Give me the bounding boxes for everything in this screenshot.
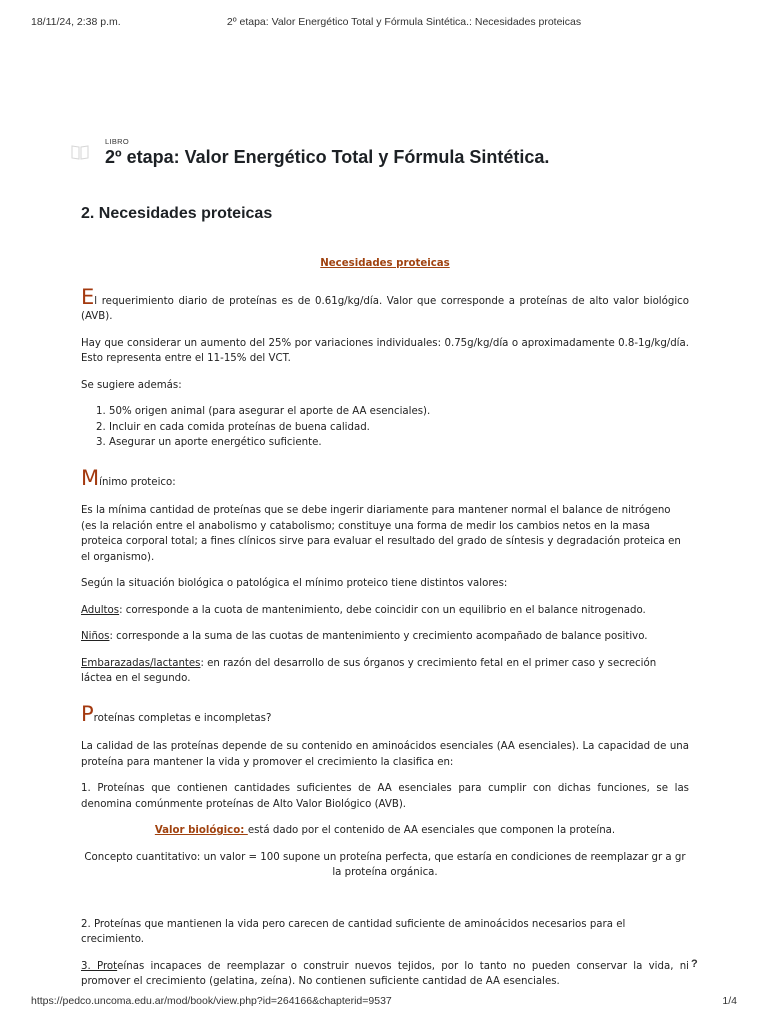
- list-item: 3. Asegurar un aporte energético suficiente.: [109, 435, 689, 451]
- print-datetime: 18/11/24, 2:38 p.m.: [31, 16, 121, 28]
- paragraph-aumento: Hay que considerar un aumento del 25% por variaciones individuales: 0.75g/kg/día o aproximadamente 0.8-1g/kg/día. Esto representa entre el 11-15% del VCT.: [81, 337, 689, 364]
- item-3-text: eínas incapaces de reemplazar o construir nuevos tejidos, por lo tanto no pueden conservar la vida, ni promover el crecimiento (gelatina, zeína). No contienen suficiente cantidad de AA esenciales.: [81, 960, 689, 987]
- embarazadas-label: Embarazadas/lactantes: [81, 657, 201, 669]
- paragraph-item-1: 1. Proteínas que contienen cantidades suficientes de AA esenciales para cumplir con dichas funciones, se las denomina comúnmente proteínas de Alto Valor Biológico (AVB).: [81, 783, 689, 810]
- embarazadas-text: : en razón del desarrollo de sus órganos y crecimiento fetal en el primer caso y secreción láctea en el segundo.: [81, 657, 657, 684]
- dropcap: P: [81, 701, 94, 726]
- adultos-label: Adultos: [81, 604, 120, 616]
- chapter-title: 2. Necesidades proteicas: [81, 205, 273, 222]
- print-page-number: 1/4: [722, 995, 737, 1007]
- paragraph-item-2: 2. Proteínas que mantienen la vida pero carecen de cantidad suficiente de aminoácidos necesarios para el crecimiento.: [81, 918, 626, 945]
- paragraph-item-3: [81, 959, 689, 990]
- paragraph-embarazadas: [81, 656, 689, 687]
- heading-text: roteínas completas e incompletas?: [93, 712, 272, 724]
- paragraph-calidad: La calidad de las proteínas depende de su contenido en aminoácidos esenciales (AA esenciales). La capacidad de una proteína para mantener la vida y promover el crecimiento la clasifica en:: [81, 741, 689, 768]
- paragraph-adultos: [81, 603, 689, 619]
- book-title: 2º etapa: Valor Energético Total y Fórmula Sintética.: [105, 147, 550, 167]
- paragraph-text: l requerimiento diario de proteínas es de 0.61g/kg/día. Valor que corresponde a proteínas de alto valor biológico (AVB).: [81, 295, 689, 322]
- heading-proteinas-completas: [81, 701, 689, 727]
- print-page-title: 2º etapa: Valor Energético Total y Fórmula Sintética.: Necesidades proteicas: [226, 16, 582, 28]
- paragraph-valor-biologico: [81, 823, 689, 839]
- book-icon: [71, 144, 89, 160]
- heading-text: ínimo proteico:: [99, 476, 176, 488]
- ninos-text: : corresponde a la suma de las cuotas de mantenimiento y crecimiento acompañado de balance positivo.: [109, 631, 648, 642]
- valor-biologico-link[interactable]: Valor biológico:: [154, 825, 248, 836]
- heading-minimo-proteico: [81, 465, 689, 491]
- paragraph-ninos: [81, 629, 689, 645]
- paragraph-sugiere: Se sugiere además:: [81, 379, 182, 391]
- print-footer: [31, 995, 737, 1011]
- dropcap: E: [81, 284, 95, 309]
- print-header: [31, 16, 737, 32]
- print-url: https://pedco.uncoma.edu.ar/mod/book/view.php?id=264166&chapterid=9537: [31, 995, 392, 1007]
- list-item: 1. 50% origen animal (para asegurar el aporte de AA esenciales).: [109, 404, 689, 420]
- paragraph-minimo: Es la mínima cantidad de proteínas que se debe ingerir diariamente para mantener normal el balance de nitrógeno (es la relación entre el anabolismo y catabolismo; constituye una forma de medir los cambios netos en la masa proteica corporal total; a fines clínicos sirve para evaluar el resultado del grado de síntesis y degradación proteica en el organismo).: [81, 505, 681, 563]
- book-label: LIBRO: [105, 137, 130, 146]
- dropcap: M: [81, 465, 100, 490]
- item-3-label: 3. Prot: [81, 960, 118, 972]
- ninos-label: Niños: [81, 631, 110, 642]
- section-subtitle-link[interactable]: Necesidades proteicas: [320, 258, 450, 269]
- paragraph-situacion: Según la situación biológica o patológica el mínimo proteico tiene distintos valores:: [81, 578, 508, 589]
- chapter-content: [81, 256, 689, 1001]
- section-subtitle-wrap: [81, 256, 689, 272]
- suggestions-list: [81, 404, 689, 451]
- paragraph-requerimiento: [81, 284, 689, 325]
- list-item: 2. Incluir en cada comida proteínas de buena calidad.: [109, 420, 689, 436]
- valor-biologico-text: está dado por el contenido de AA esenciales que componen la proteína.: [247, 825, 616, 836]
- help-button[interactable]: ?: [691, 958, 698, 970]
- adultos-text: : corresponde a la cuota de mantenimiento, debe coincidir con un equilibrio en el balance nitrogenado.: [119, 604, 646, 616]
- paragraph-concepto: Concepto cuantitativo: un valor = 100 supone un proteína perfecta, que estaría en condiciones de reemplazar gr a gr la proteína orgánica.: [84, 851, 686, 878]
